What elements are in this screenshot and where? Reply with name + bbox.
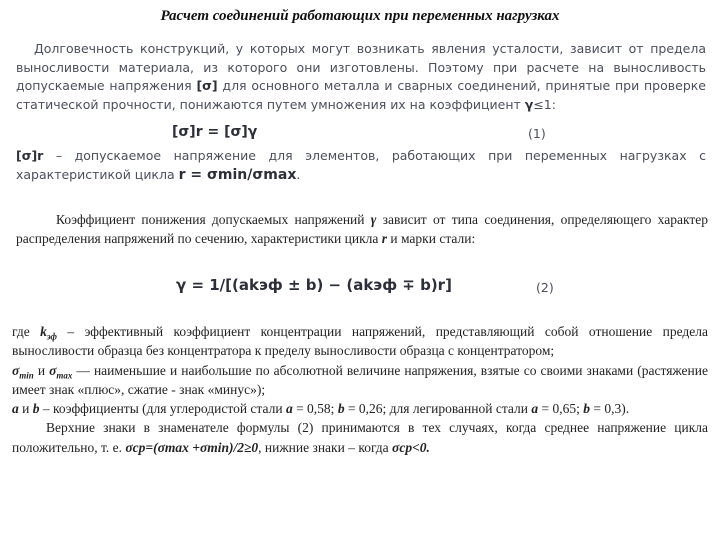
- sigma-min-symbol: σ: [12, 362, 20, 378]
- b-eq-1: b: [337, 401, 345, 417]
- sigma-cp-end: σср<0.: [392, 439, 430, 455]
- allowable-stress-symbol: [σ]: [196, 78, 218, 93]
- intro-text-1: Долговечность конструкций, у которых могут возникать явления усталости, зависит от предела выносливости материала, из которого они изготовлены. Поэтому при расчете на выносливость допускаемые напряжения: [16, 41, 706, 93]
- intro-text-2: для основного металла и сварных соединений, принятые при проверке статической прочности, понижаются путем умножения их на коэффициент: [16, 78, 706, 112]
- page-title: Расчет соединений работающих при переменных нагрузках: [160, 8, 560, 24]
- intro-paragraph: [16, 40, 706, 114]
- coef-text-2: зависит от типа соединения, определяющего характер распределения напряжений по сечению, характеристики цикла: [16, 212, 709, 246]
- coefficient-paragraph: [16, 210, 708, 248]
- k-subscript: эф: [46, 331, 57, 342]
- definition-paragraph: [16, 146, 706, 185]
- coef-text-1: Коэффициент понижения допускаемых напряжений: [56, 212, 371, 227]
- a-value-1: = 0,58;: [292, 401, 338, 417]
- cycle-formula: r = σmin/σmax: [178, 167, 297, 183]
- b-value-1: = 0,26; для легированной стали: [344, 401, 532, 417]
- gamma-inline: γ: [370, 212, 377, 227]
- k-symbol: k: [40, 324, 47, 339]
- and2-text: и: [18, 401, 33, 417]
- last-mid: , нижние знаки – когда: [258, 439, 393, 455]
- sigma-definition: — наименьшие и наибольшие по абсолютной величине напряжения, взятые со своими знаками (растяжение имеет знак «плюс», сжатие - знак «минус»);: [12, 362, 708, 397]
- sigma-max-subscript: max: [56, 370, 73, 381]
- formula-1: [σ]r = [σ]γ: [172, 124, 258, 140]
- r-inline: r: [381, 231, 387, 246]
- a-symbol: a: [12, 401, 19, 417]
- where-word: где: [12, 324, 41, 339]
- definition-symbol: [σ]r: [16, 148, 44, 163]
- formula-2: γ = 1/[(akэф ± b) − (akэф ∓ b)r]: [176, 276, 452, 294]
- definition-end: .: [296, 167, 301, 182]
- explanation-block: [12, 322, 708, 457]
- and-text: и: [33, 362, 50, 378]
- gamma-symbol: γ: [524, 96, 534, 112]
- k-definition: – эффективный коэффициент концентрации напряжений, представляющий собой отношение предела выносливости образца без концентратора к пределу выносливости образца с концентратором;: [12, 324, 708, 359]
- a-eq-2: a: [531, 401, 539, 417]
- formula-2-number: (2): [536, 280, 554, 295]
- coef-text-3: и марки стали:: [387, 231, 476, 246]
- b-value-2: = 0,3).: [589, 401, 630, 417]
- last-text: Верхние знаки в знаменателе формулы (2) принимаются в тех случаях, когда среднее напряжение цикла положительно, т. е.: [12, 420, 708, 455]
- definition-text: – допускаемое напряжение для элементов, работающих при переменных нагрузках с характеристикой цикла: [16, 148, 706, 182]
- intro-text-3: ≤1:: [533, 96, 556, 112]
- sigma-max-symbol: σ: [49, 362, 57, 378]
- sigma-cp-formula: σср=(σmax +σmin)/2≥0: [125, 439, 259, 455]
- a-eq-1: a: [285, 401, 293, 417]
- b-eq-2: b: [583, 401, 590, 417]
- a-value-2: = 0,65;: [538, 401, 584, 417]
- sigma-min-subscript: min: [19, 370, 34, 381]
- ab-text-1: – коэффициенты (для углеродистой стали: [39, 401, 286, 417]
- formula-1-number: (1): [528, 126, 546, 141]
- b-symbol: b: [32, 401, 40, 417]
